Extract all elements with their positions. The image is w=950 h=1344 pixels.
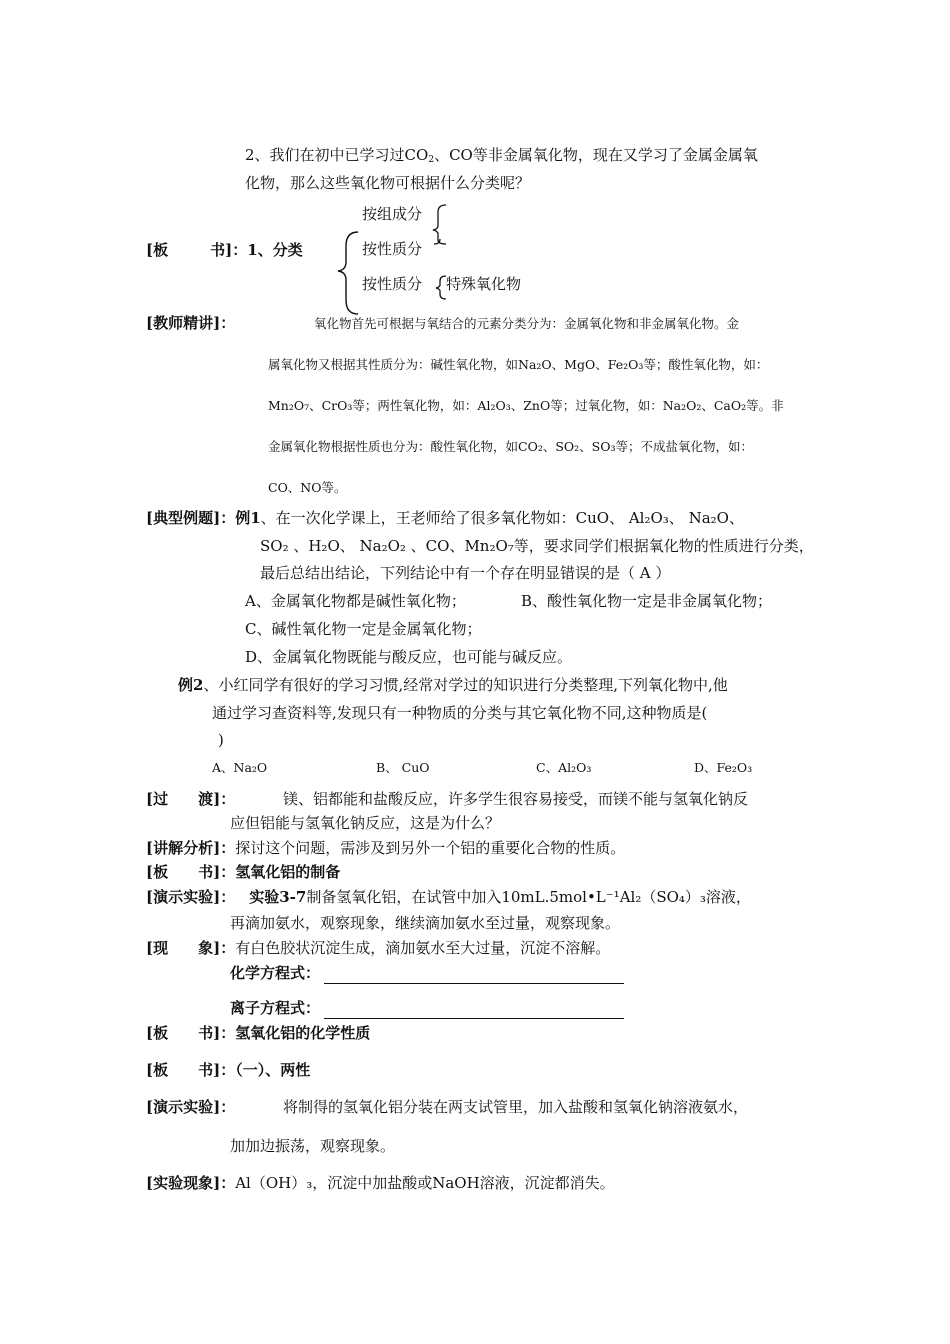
branch-property-1: 按性质分 <box>362 240 423 258</box>
teacher-text-4: 金属氧化物根据性质也分为：酸性氧化物，如CO₂、SO₂、SO₃等；不成盐氧化物，如： <box>268 439 753 454</box>
demo-2-text-1: 将制得的氢氧化铝分装在两支试管里，加入盐酸和氢氧化钠溶液氨水， <box>283 1098 749 1116</box>
question-2-line-1: 2、我们在初中已学习过$CO_2$、CO等非金属氧化物，现在又学习了金属金属氧 <box>245 146 758 165</box>
composition-brace <box>433 205 446 244</box>
board-label-1: [板 书]：1、分类 <box>146 241 303 259</box>
transition-label: [过 渡]： <box>146 790 236 808</box>
teacher-text-2: 属氧化物又根据其性质分为：碱性氧化物，如Na₂O、MgO、Fe₂O₃等；酸性氧化物，如： <box>268 357 769 372</box>
chemical-equation-line: 化学方程式： <box>230 962 624 984</box>
teacher-text-3: Mn₂O₇、CrO₃等；两性氧化物，如：Al₂O₃、ZnO等；过氧化物，如：Na₂O₂、CaO₂等。非 <box>268 398 784 413</box>
demo-2-text-2: 加加边振荡，观察现象。 <box>230 1137 396 1155</box>
property-brace-tip <box>434 239 440 244</box>
demo-1-line-2: 再滴加氨水，观察现象，继续滴加氨水至过量，观察现象。 <box>230 914 621 932</box>
experiment-result-line: [实验现象]：Al（OH）₃，沉淀中加盐酸或NaOH溶液，沉淀都消失。 <box>146 1174 615 1192</box>
example-1-line-2: SO₂ 、H₂O、 Na₂O₂ 、CO、Mn₂O₇等，要求同学们根据氧化物的性质进行分类， <box>260 537 814 555</box>
example-2-option-c: C、Al₂O₃ <box>536 760 592 775</box>
chemical-equation-blank[interactable] <box>324 967 624 984</box>
teacher-label: [教师精讲]： <box>146 314 236 332</box>
demo-2-label: [演示实验]： <box>146 1098 236 1116</box>
example-1-line-1: [典型例题]：例1、在一次化学课上，王老师给了很多氧化物如：CuO、 Al₂O₃、 Na₂O、 <box>146 509 744 527</box>
example-2-option-d: D、Fe₂O₃ <box>694 760 753 775</box>
example-1-line-3: 最后总结出结论，下列结论中有一个存在明显错误的是（ A ） <box>260 564 671 582</box>
branch-property-2: 按性质分 <box>362 275 423 293</box>
transition-text-1: 镁、铝都能和盐酸反应，许多学生很容易接受，而镁不能与氢氧化钠反 <box>283 790 749 808</box>
example-1-option-b: B、酸性氧化物一定是非金属氧化物； <box>521 592 773 610</box>
board-2-line: [板 书]：氢氧化铝的制备 <box>146 863 341 881</box>
example-2-line-1: 例2、小红同学有很好的学习习惯,经常对学过的知识进行分类整理,下列氧化物中,他 <box>178 676 728 694</box>
special-brace <box>436 276 446 299</box>
demo-1-line-1: [演示实验]： 实验3-7制备氢氧化铝，在试管中加入10mL.5mol•L⁻¹Al₂（SO₄）₃溶液， <box>146 888 751 906</box>
example-2-option-a: A、Na₂O <box>212 760 268 775</box>
analysis-line: [讲解分析]：探讨这个问题，需涉及到另外一个铝的重要化合物的性质。 <box>146 839 626 857</box>
ionic-equation-blank[interactable] <box>324 1002 624 1019</box>
example-2-line-2: 通过学习查资料等,发现只有一种物质的分类与其它氧化物不同,这种物质是( <box>212 704 708 722</box>
example-2-option-b: B、 CuO <box>376 760 430 775</box>
special-oxide-label: 特殊氧化物 <box>446 275 522 293</box>
classification-braces <box>0 0 950 340</box>
main-brace <box>338 232 358 314</box>
board-3-line: [板 书]：氢氧化铝的化学性质 <box>146 1024 371 1042</box>
transition-text-2: 应但铝能与氢氧化钠反应，这是为什么？ <box>230 814 501 832</box>
board-4-line: [板 书]：（一）、两性 <box>146 1061 311 1079</box>
phenomenon-line: [现 象]：有白色胶状沉淀生成，滴加氨水至大过量，沉淀不溶解。 <box>146 939 611 957</box>
example-1-option-d: D、金属氧化物既能与酸反应，也可能与碱反应。 <box>245 648 573 666</box>
teacher-text-1: 氧化物首先可根据与氧结合的元素分类分为：金属氧化物和非金属氧化物。金 <box>314 316 740 331</box>
example-1-option-a: A、金属氧化物都是碱性氧化物； <box>245 592 466 610</box>
example-2-line-3: ) <box>218 731 224 749</box>
ionic-equation-line: 离子方程式： <box>230 997 624 1019</box>
question-2-line-2: 化物，那么这些氧化物可根据什么分类呢？ <box>245 174 531 192</box>
branch-composition: 按组成分 <box>362 205 423 223</box>
teacher-text-5: CO、NO等。 <box>268 480 347 495</box>
example-1-option-c: C、碱性氧化物一定是金属氧化物； <box>245 620 482 638</box>
